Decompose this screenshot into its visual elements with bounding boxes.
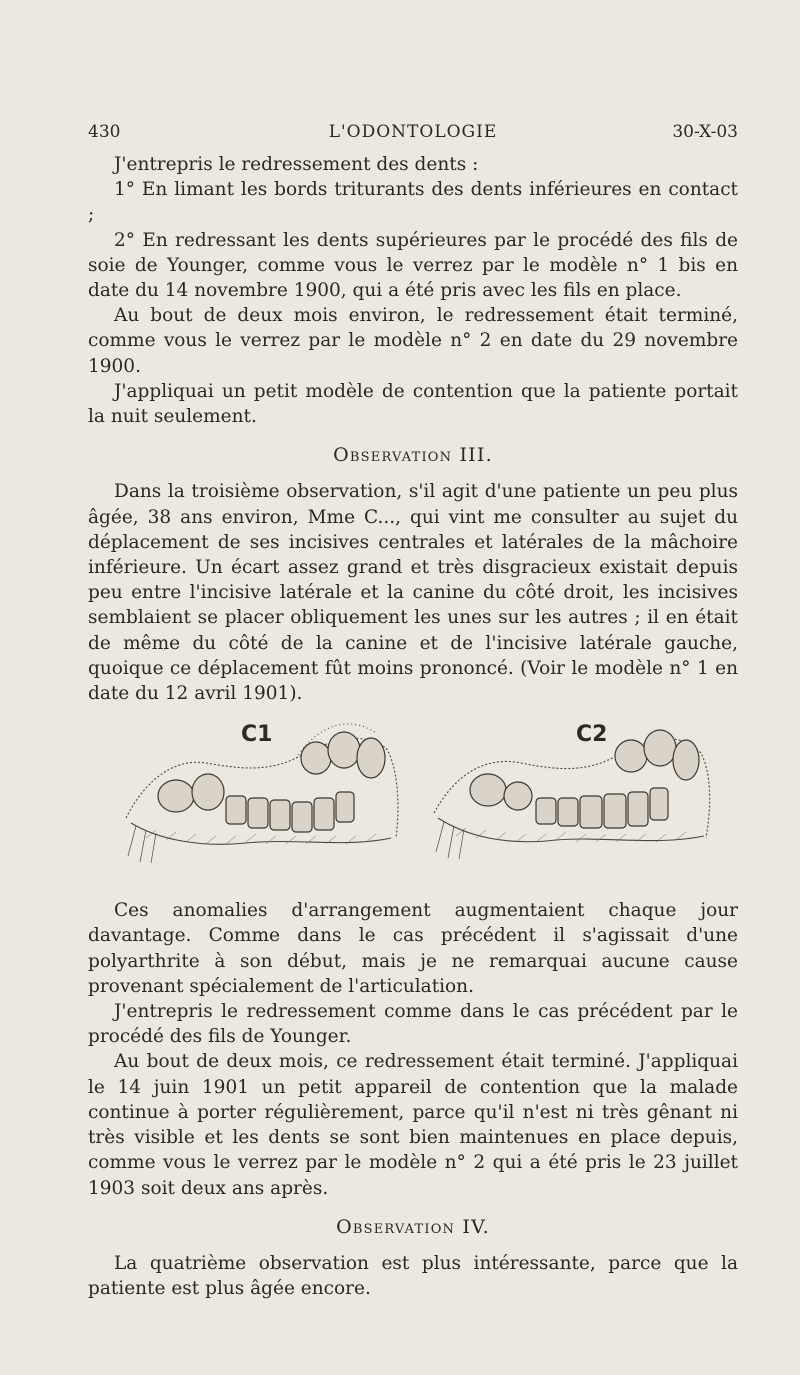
section-heading: Observation III. [333, 444, 493, 467]
journal-title: L'ODONTOLOGIE [328, 122, 498, 142]
paragraph: 2° En redressant les dents supérieures par le procédé des fils de soie de Younger, comme vous le verrez par le modèle n° 1 bis en date du 14 novembre 1900, qui a été pris avec les fils en place. [88, 229, 738, 302]
dental-model-c2-drawing [426, 718, 716, 878]
dental-model-c1-illustration [116, 718, 406, 878]
paragraph: Ces anomalies d'arrangement augmentaient chaque jour davantage. Comme dans le cas précédent il s'agissait d'une polyarthrite à son début, mais je ne remarquai aucune cause provenant spécialement de l'articulation. [88, 900, 738, 997]
page-body [88, 152, 738, 1301]
dental-model-figures [88, 718, 738, 878]
figure-label: C1 [241, 722, 273, 748]
paragraph: La quatrième observation est plus intéressante, parce que la patiente est plus âgée encore. [88, 1252, 738, 1300]
section-heading: Observation IV. [336, 1215, 490, 1238]
paragraph: J'entrepris le redressement comme dans le cas précédent par le procédé des fils de Younger. [88, 1001, 738, 1048]
running-header [88, 122, 738, 146]
dental-model-c2-illustration [426, 718, 716, 878]
paragraph: Au bout de deux mois, ce redressement était terminé. J'appliquai le 14 juin 1901 un petit appareil de contention que la malade continue à porter régulièrement, parce qu'il n'est ni très gênant ni très visible et les dents se sont bien maintenues en place depuis, comme vous le verrez par le modèle n° 2 qui a été pris le 23 juillet 1903 soit deux ans après. [88, 1051, 738, 1199]
paragraph: 1° En limant les bords triturants des dents inférieures en contact ; [88, 179, 738, 226]
paragraph: J'appliquai un petit modèle de contention que la patiente portait la nuit seulement. [88, 380, 738, 428]
page-number: 430 [88, 122, 121, 142]
issue-date: 30-X-03 [672, 122, 738, 142]
paragraph: Au bout de deux mois environ, le redressement était terminé, comme vous le verrez par le modèle n° 2 en date du 29 novembre 1900. [88, 305, 738, 377]
paragraph: J'entrepris le redressement des dents : [114, 154, 479, 175]
figure-label: C2 [576, 722, 608, 748]
paragraph: Dans la troisième observation, s'il agit d'une patiente un peu plus âgée, 38 ans environ, Mme C..., qui vint me consulter au sujet du déplacement de ses incisives centrales et latérales de la mâchoire inférieure. Un écart assez grand et très disgracieux existait depuis peu entre l'incisive latérale et la canine du côté droit, les incisives semblaient se placer obliquement les unes sur les autres ; il en était de même du côté de la canine et de l'incisive latérale gauche, quoique ce déplacement fût moins prononcé. (Voir le modèle n° 1 en date du 12 avril 1901). [88, 481, 738, 705]
